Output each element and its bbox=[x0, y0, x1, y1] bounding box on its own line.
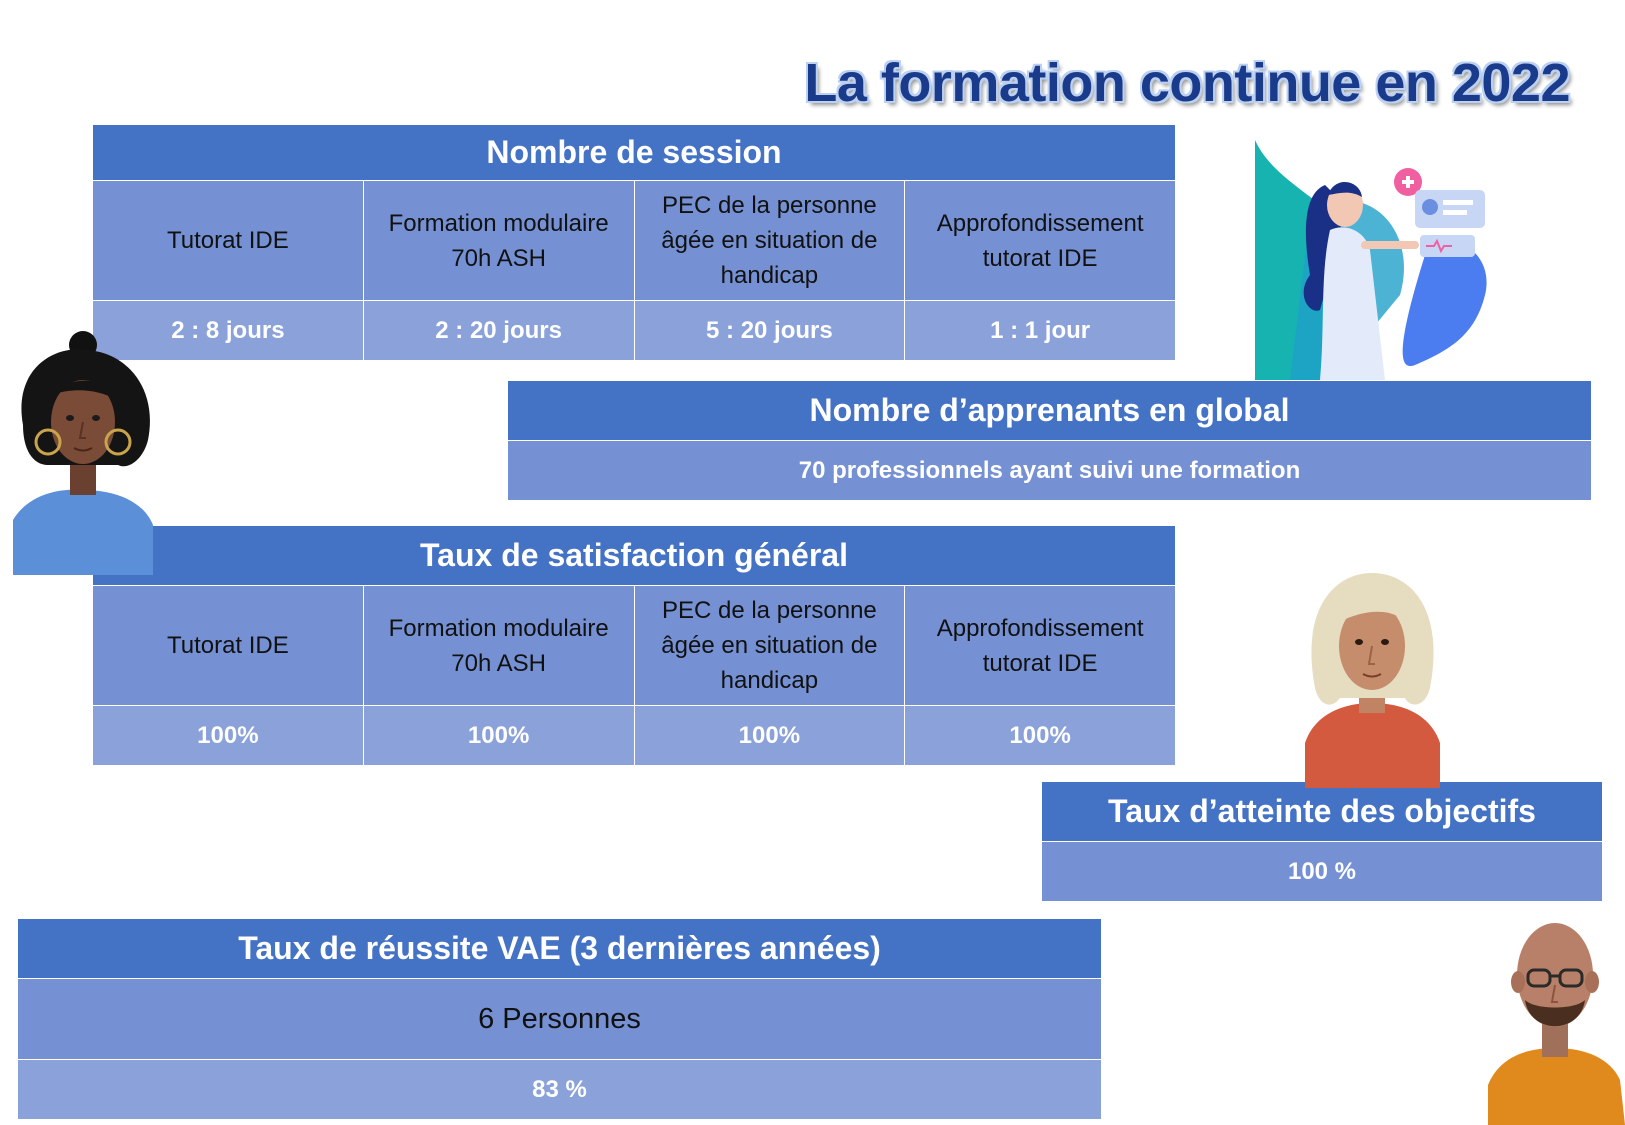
sessions-value-tutorat: 2 : 8 jours bbox=[93, 301, 364, 361]
learners-title: Nombre d’apprenants en global bbox=[508, 381, 1592, 441]
sessions-col-approfondissement: Approfondissement tutorat IDE bbox=[905, 181, 1176, 301]
nurse-illustration bbox=[1250, 135, 1510, 380]
woman-avatar-dark-hair bbox=[8, 330, 158, 575]
satisfaction-col-pec: PEC de la personne âgée en situation de handicap bbox=[634, 586, 905, 706]
satisfaction-value-formation: 100% bbox=[363, 706, 634, 766]
sessions-value-approfondissement: 1 : 1 jour bbox=[905, 301, 1176, 361]
vae-rate: 83 % bbox=[18, 1060, 1102, 1120]
sessions-title: Nombre de session bbox=[93, 125, 1176, 181]
sessions-col-pec: PEC de la personne âgée en situation de handicap bbox=[634, 181, 905, 301]
vae-count: 6 Personnes bbox=[18, 979, 1102, 1060]
satisfaction-value-tutorat: 100% bbox=[93, 706, 364, 766]
woman-avatar-blonde bbox=[1295, 568, 1450, 788]
satisfaction-value-approfondissement: 100% bbox=[905, 706, 1176, 766]
objectives-table bbox=[1041, 781, 1603, 902]
sessions-value-pec: 5 : 20 jours bbox=[634, 301, 905, 361]
satisfaction-table bbox=[92, 525, 1176, 766]
vae-table bbox=[17, 918, 1102, 1120]
learners-table bbox=[507, 380, 1592, 501]
satisfaction-value-pec: 100% bbox=[634, 706, 905, 766]
sessions-col-formation: Formation modulaire 70h ASH bbox=[363, 181, 634, 301]
sessions-col-tutorat: Tutorat IDE bbox=[93, 181, 364, 301]
sessions-value-formation: 2 : 20 jours bbox=[363, 301, 634, 361]
objectives-value: 100 % bbox=[1042, 842, 1603, 902]
objectives-title: Taux d’atteinte des objectifs bbox=[1042, 782, 1603, 842]
learners-value: 70 professionnels ayant suivi une formation bbox=[508, 441, 1592, 501]
satisfaction-title: Taux de satisfaction général bbox=[93, 526, 1176, 586]
satisfaction-col-tutorat: Tutorat IDE bbox=[93, 586, 364, 706]
sessions-table bbox=[92, 124, 1176, 361]
man-avatar-glasses bbox=[1480, 910, 1625, 1125]
page-title: La formation continue en 2022 bbox=[804, 53, 1570, 113]
vae-title: Taux de réussite VAE (3 dernières années) bbox=[18, 919, 1102, 979]
satisfaction-col-approfondissement: Approfondissement tutorat IDE bbox=[905, 586, 1176, 706]
satisfaction-col-formation: Formation modulaire 70h ASH bbox=[363, 586, 634, 706]
